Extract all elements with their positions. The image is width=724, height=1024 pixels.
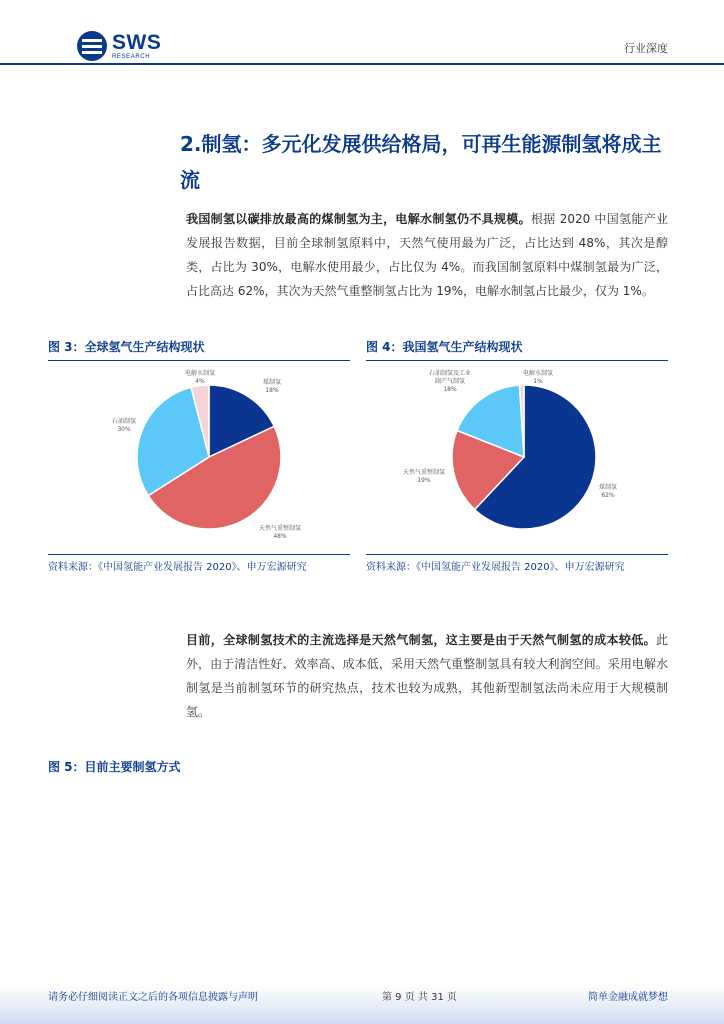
header-divider [0,63,724,65]
figure-4-source: 资料来源：《中国氢能产业发展报告 2020》、申万宏源研究 [366,562,625,573]
global-hydrogen-pie-chart [48,362,350,552]
paragraph-hydrogen-structure [186,207,668,303]
report-type-tag: 行业深度 [624,42,668,55]
pie-slice-label-4: 电解水制氢 4% [184,370,216,385]
pie-slice-label-3: 石油制氢及工业副产气制氢 18% [428,370,472,393]
figure-3-title: 图 3：全球氢气生产结构现状 [48,340,205,354]
paragraph-lead: 我国制氢以碳排放最高的煤制氢为主，电解水制氢仍不具规模。 [186,212,531,226]
paragraph-lead: 目前，全球制氢技术的主流选择是天然气制氢，这主要是由于天然气制氢的成本较低。 [186,633,656,647]
footer-disclaimer: 请务必仔细阅读正文之后的各项信息披露与声明 [48,992,258,1003]
page-header [0,0,724,68]
pie-slice-label-2: 天然气重整制氢 48% [258,525,302,540]
figure-3-source: 资料来源：《中国氢能产业发展报告 2020》、申万宏源研究 [48,562,307,573]
figure-3-bottom-rule [48,554,350,555]
figure-4-title: 图 4：我国氢气生产结构现状 [366,340,523,354]
paragraph-body: 此外，由于清洁性好、效率高、成本低，采用天然气重整制氢具有较大利润空间。采用电解水制氢是当前制氢环节的研究热点，技术也较为成熟，其他新型制氢法尚未应用于大规模制氢。 [186,633,668,719]
sws-logo-icon [76,30,108,62]
pie-slice-label-1: 煤制氢 18% [262,379,282,394]
sws-logo [76,30,161,62]
figure-4-top-rule [366,360,668,361]
footer-slogan: 简单金融成就梦想 [588,992,668,1003]
section-heading: 2.制氢：多元化发展供给格局，可再生能源制氢将成主流 [180,132,662,192]
china-pie-svg [366,362,668,552]
page-footer [0,984,724,1024]
figure-3-top-rule [48,360,350,361]
global-pie-svg [48,362,350,552]
footer-page-number: 第 9 页 共 31 页 [382,992,457,1003]
logo-subtitle: RESEARCH [112,54,151,60]
paragraph-body: 根据 2020 中国氢能产业发展报告数据，目前全球制氢原料中，天然气使用最为广泛，占比达到 48%，其次是醇类，占比为 30%，电解水使用最少，占比仅为 4%。而我国制氢原料中煤制氢最为广泛，占比高达 62%，其次为天然气重整制氢占比为 19%，电解水制氢占比最少，仅为 1%。 [186,212,668,298]
pie-slice-label-1: 煤制氢 62% [598,484,618,499]
paragraph-mainstream-tech [186,628,668,724]
logo-wordmark: SWS [112,31,162,54]
pie-slice-label-3: 石油制氢 30% [111,418,137,433]
pie-slice-label-2: 天然气重整制氢 19% [402,469,446,484]
figure-4-bottom-rule [366,554,668,555]
pie-slice-label-4: 电解水制氢 1% [522,370,554,385]
china-hydrogen-pie-chart [366,362,668,552]
figure-5-title: 图 5：目前主要制氢方式 [48,760,181,774]
